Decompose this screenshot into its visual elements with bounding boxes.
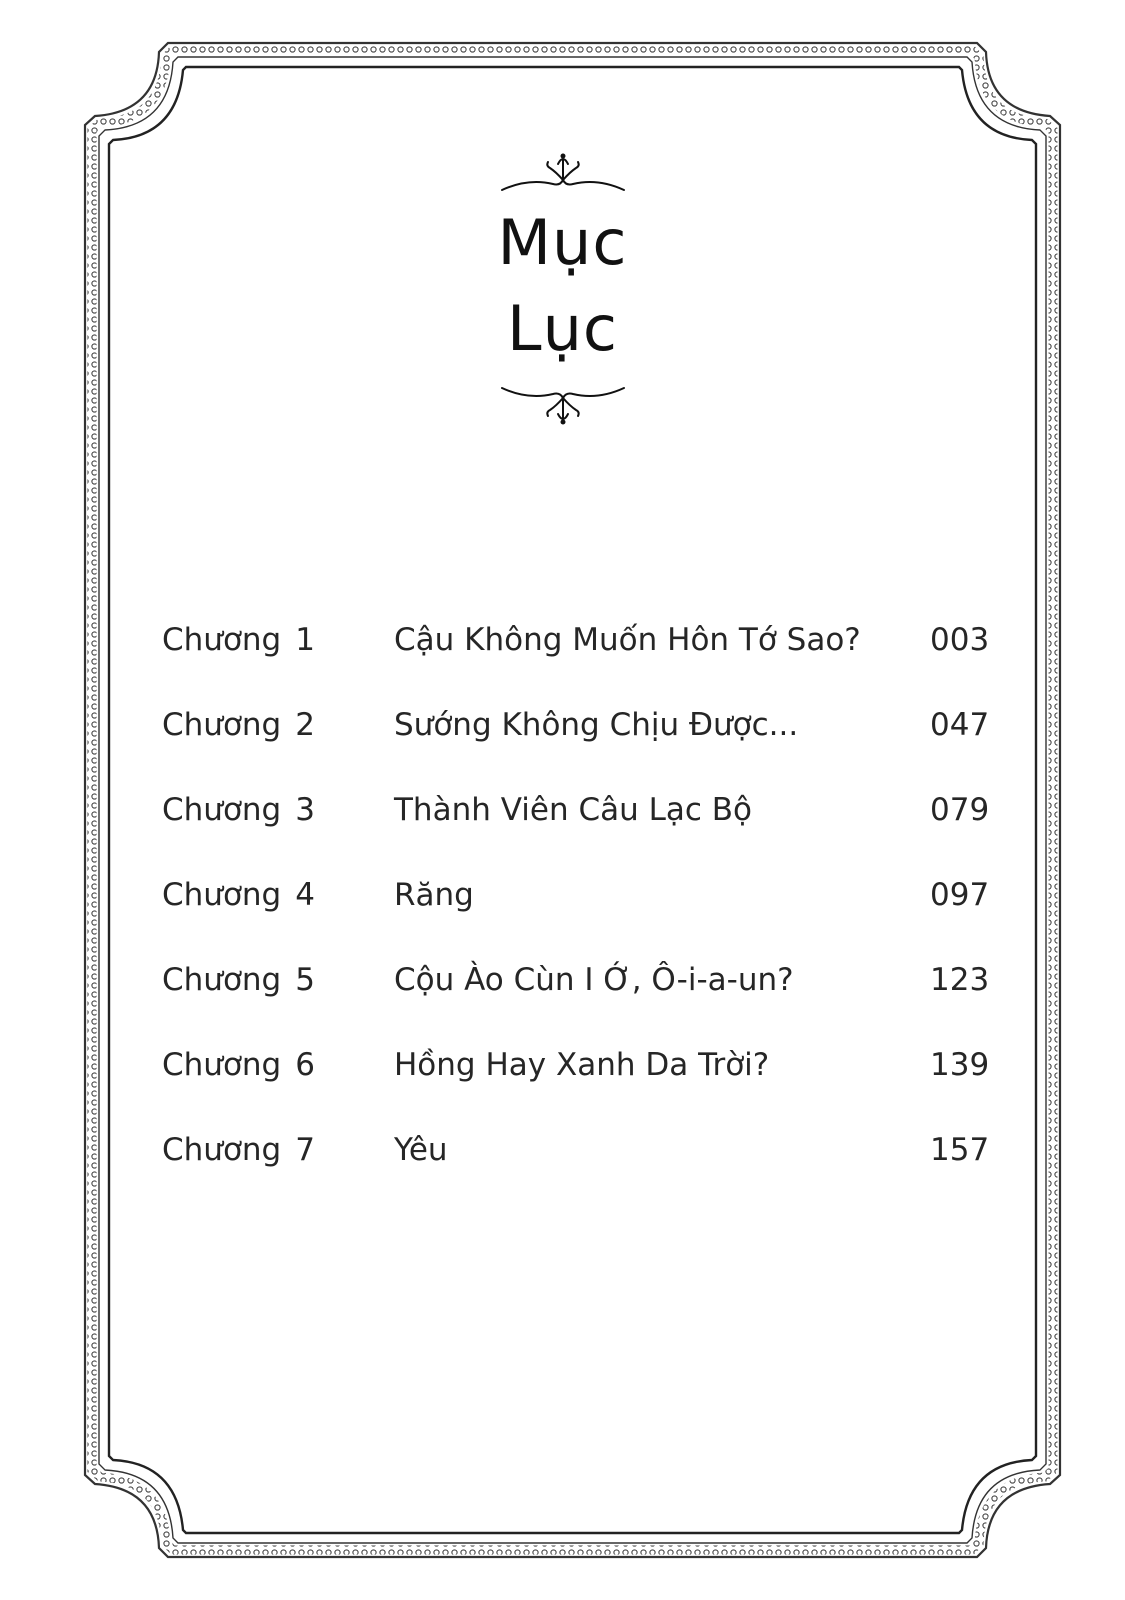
toc-entry [162,948,1012,1033]
flourish-top-ornament [498,150,628,200]
toc-entry [162,1033,1012,1118]
toc-entry [162,1118,1012,1203]
chapter-page-number: 123 [930,962,990,998]
title-line-2: Lục [507,292,618,365]
chapter-title: Sướng Không Chịu Được... [394,707,799,743]
chapter-page-number: 157 [930,1132,990,1168]
chapter-page-number: 139 [930,1047,990,1083]
table-of-contents [162,608,1012,1203]
title-line-1: Mục [497,206,628,279]
toc-entry [162,608,1012,693]
chapter-label [162,1118,315,1182]
chapter-title: Cậu Không Muốn Hôn Tớ Sao? [394,622,861,658]
chapter-label [162,948,315,1012]
toc-entry [162,863,1012,948]
chapter-word: Chương [162,622,282,658]
chapter-page-number: 003 [930,622,990,658]
chapter-title: Yêu [394,1132,448,1168]
chapter-page-number: 047 [930,707,990,743]
chapter-label [162,778,315,842]
chapter-number: 3 [295,792,315,828]
chapter-word: Chương [162,1047,282,1083]
chapter-title: Hồng Hay Xanh Da Trời? [394,1047,770,1083]
chapter-label [162,608,315,672]
chapter-number: 4 [295,877,315,913]
chapter-number: 5 [295,962,315,998]
chapter-number: 7 [295,1132,315,1168]
chapter-page-number: 079 [930,792,990,828]
toc-entry [162,778,1012,863]
chapter-label [162,1033,315,1097]
chapter-title: Răng [394,877,474,913]
chapter-title: Cộu Ào Cùn I Ớ, Ô-i-a-un? [394,962,794,998]
flourish-bottom-ornament [498,378,628,428]
chapter-label [162,693,315,757]
chapter-word: Chương [162,1132,282,1168]
chapter-word: Chương [162,877,282,913]
chapter-label [162,863,315,927]
chapter-word: Chương [162,792,282,828]
chapter-number: 6 [295,1047,315,1083]
chapter-number: 2 [295,707,315,743]
chapter-word: Chương [162,707,282,743]
toc-entry [162,693,1012,778]
chapter-number: 1 [295,622,315,658]
chapter-page-number: 097 [930,877,990,913]
chapter-word: Chương [162,962,282,998]
title-block [0,150,1125,428]
chapter-title: Thành Viên Câu Lạc Bộ [394,792,752,828]
